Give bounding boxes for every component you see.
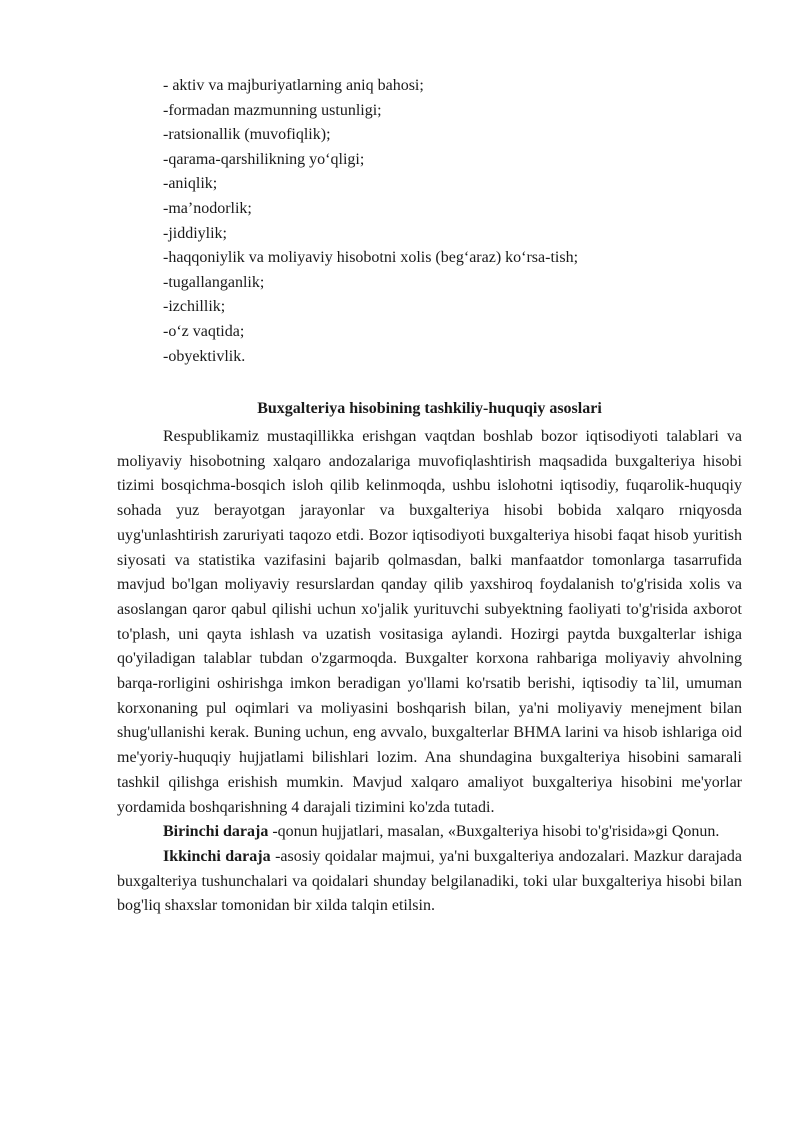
- list-item: -qarama-qarshilikning yo‘qligi;: [163, 150, 365, 168]
- list-item: -jiddiylik;: [163, 224, 227, 242]
- level-one-paragraph: [117, 820, 742, 845]
- list-item: -haqqoniylik va moliyaviy hisobotni xolis (beg‘araz) ko‘rsa-tish;: [163, 249, 579, 267]
- main-paragraph: Respublikamiz mustaqillikka erishgan vaqtdan boshlab bozor iqtisodiyoti talablari va moliyaviy hisobotning xalqaro andozalariga muvofiqlashtirish maqsadida buxgalteriya hisobi tizimi bosqichma-bosqich isloh qilib kelinmoqda, ushbu islohotni iqtisodiy, fuqarolik-huquqiy sohada yuz berayotgan jarayonlar va buxgalteriya hisobi bobida xalqaro rniqyosda uyg'unlashtirish zaruriyati taqozo etdi. Bozor iqtisodiyoti buxgalteriya hisobi faqat hisob yuritish siyosati va statistika vazifasini bajarib qolmasdan, balki manfaatdor tomonlarga tasarrufida mavjud bo'lgan moliyaviy resurslardan qanday qilib yaxshiroq foydalanish to'g'risida xolis va asoslangan qaror qabul qilishi uchun xo'jalik yurituvchi subyektning faoliyati to'g'risida axborot to'plash, uni qayta ishlash va uzatish vositasiga aylandi. Hozirgi paytda buxgalterlar ishiga qo'yiladigan talablar tubdan o'zgarmoqda. Buxgalter korxona rahbariga moliyaviy ahvolning barqa-rorligini oshirishga imkon beradigan yo'llami ko'rsatib berishi, iqtisodiy ta`lil, umuman korxonaning pul oqimlari va moliyasini boshqarish bilan, ya'ni moliyaviy menejment bilan shug'ullanishi kerak. Buning uchun, eng avvalo, buxgalterlar BHMA larini va hisob ishlariga oid me'yoriy-huquqiy hujjatlami bilishlari lozim. Ana shundagina buxgalteriya hisobini samarali tashkil qilishga erishish mumkin. Mavjud xalqaro amaliyot buxgalteriya hisobini me'yorlar yordamida boshqarishning 4 darajali tizimini ko'zda tutadi.: [117, 428, 742, 816]
- level-two-paragraph: [117, 845, 742, 919]
- body-text: [117, 425, 742, 919]
- section-heading: Buxgalteriya hisobining tashkiliy-huquqiy asoslari: [257, 400, 602, 417]
- level-two-text: -asosiy qoidalar majmui, ya'ni buxgalteriya andozalari. Mazkur darajada buxgalteriya tushunchalari va qoidalari shunday belgilanadiki, toki ular buxgalteriya hisobi bilan bog'liq shaxslar tomonidan bir xilda talqin etilsin.: [117, 847, 743, 915]
- list-item: -o‘z vaqtida;: [163, 322, 245, 340]
- list-item: -aniqlik;: [163, 175, 218, 193]
- level-one-text: -qonun hujjatlari, masalan, «Buxgalteriya hisobi to'g'risida»gi Qonun.: [268, 823, 720, 841]
- list-item: -tugallanganlik;: [163, 273, 265, 291]
- principles-list: [163, 74, 578, 369]
- list-item: -formadan mazmunning ustunligi;: [163, 101, 382, 119]
- list-item: -izchillik;: [163, 298, 226, 316]
- list-item: - aktiv va majburiyatlarning aniq bahosi;: [163, 77, 424, 94]
- list-item: -obyektivlik.: [163, 347, 246, 365]
- list-item: -ma’nodorlik;: [163, 199, 252, 217]
- level-one-term: Birinchi daraja: [163, 823, 269, 841]
- list-item: -ratsionallik (muvofiqlik);: [163, 126, 331, 144]
- level-two-term: Ikkinchi daraja: [163, 847, 271, 865]
